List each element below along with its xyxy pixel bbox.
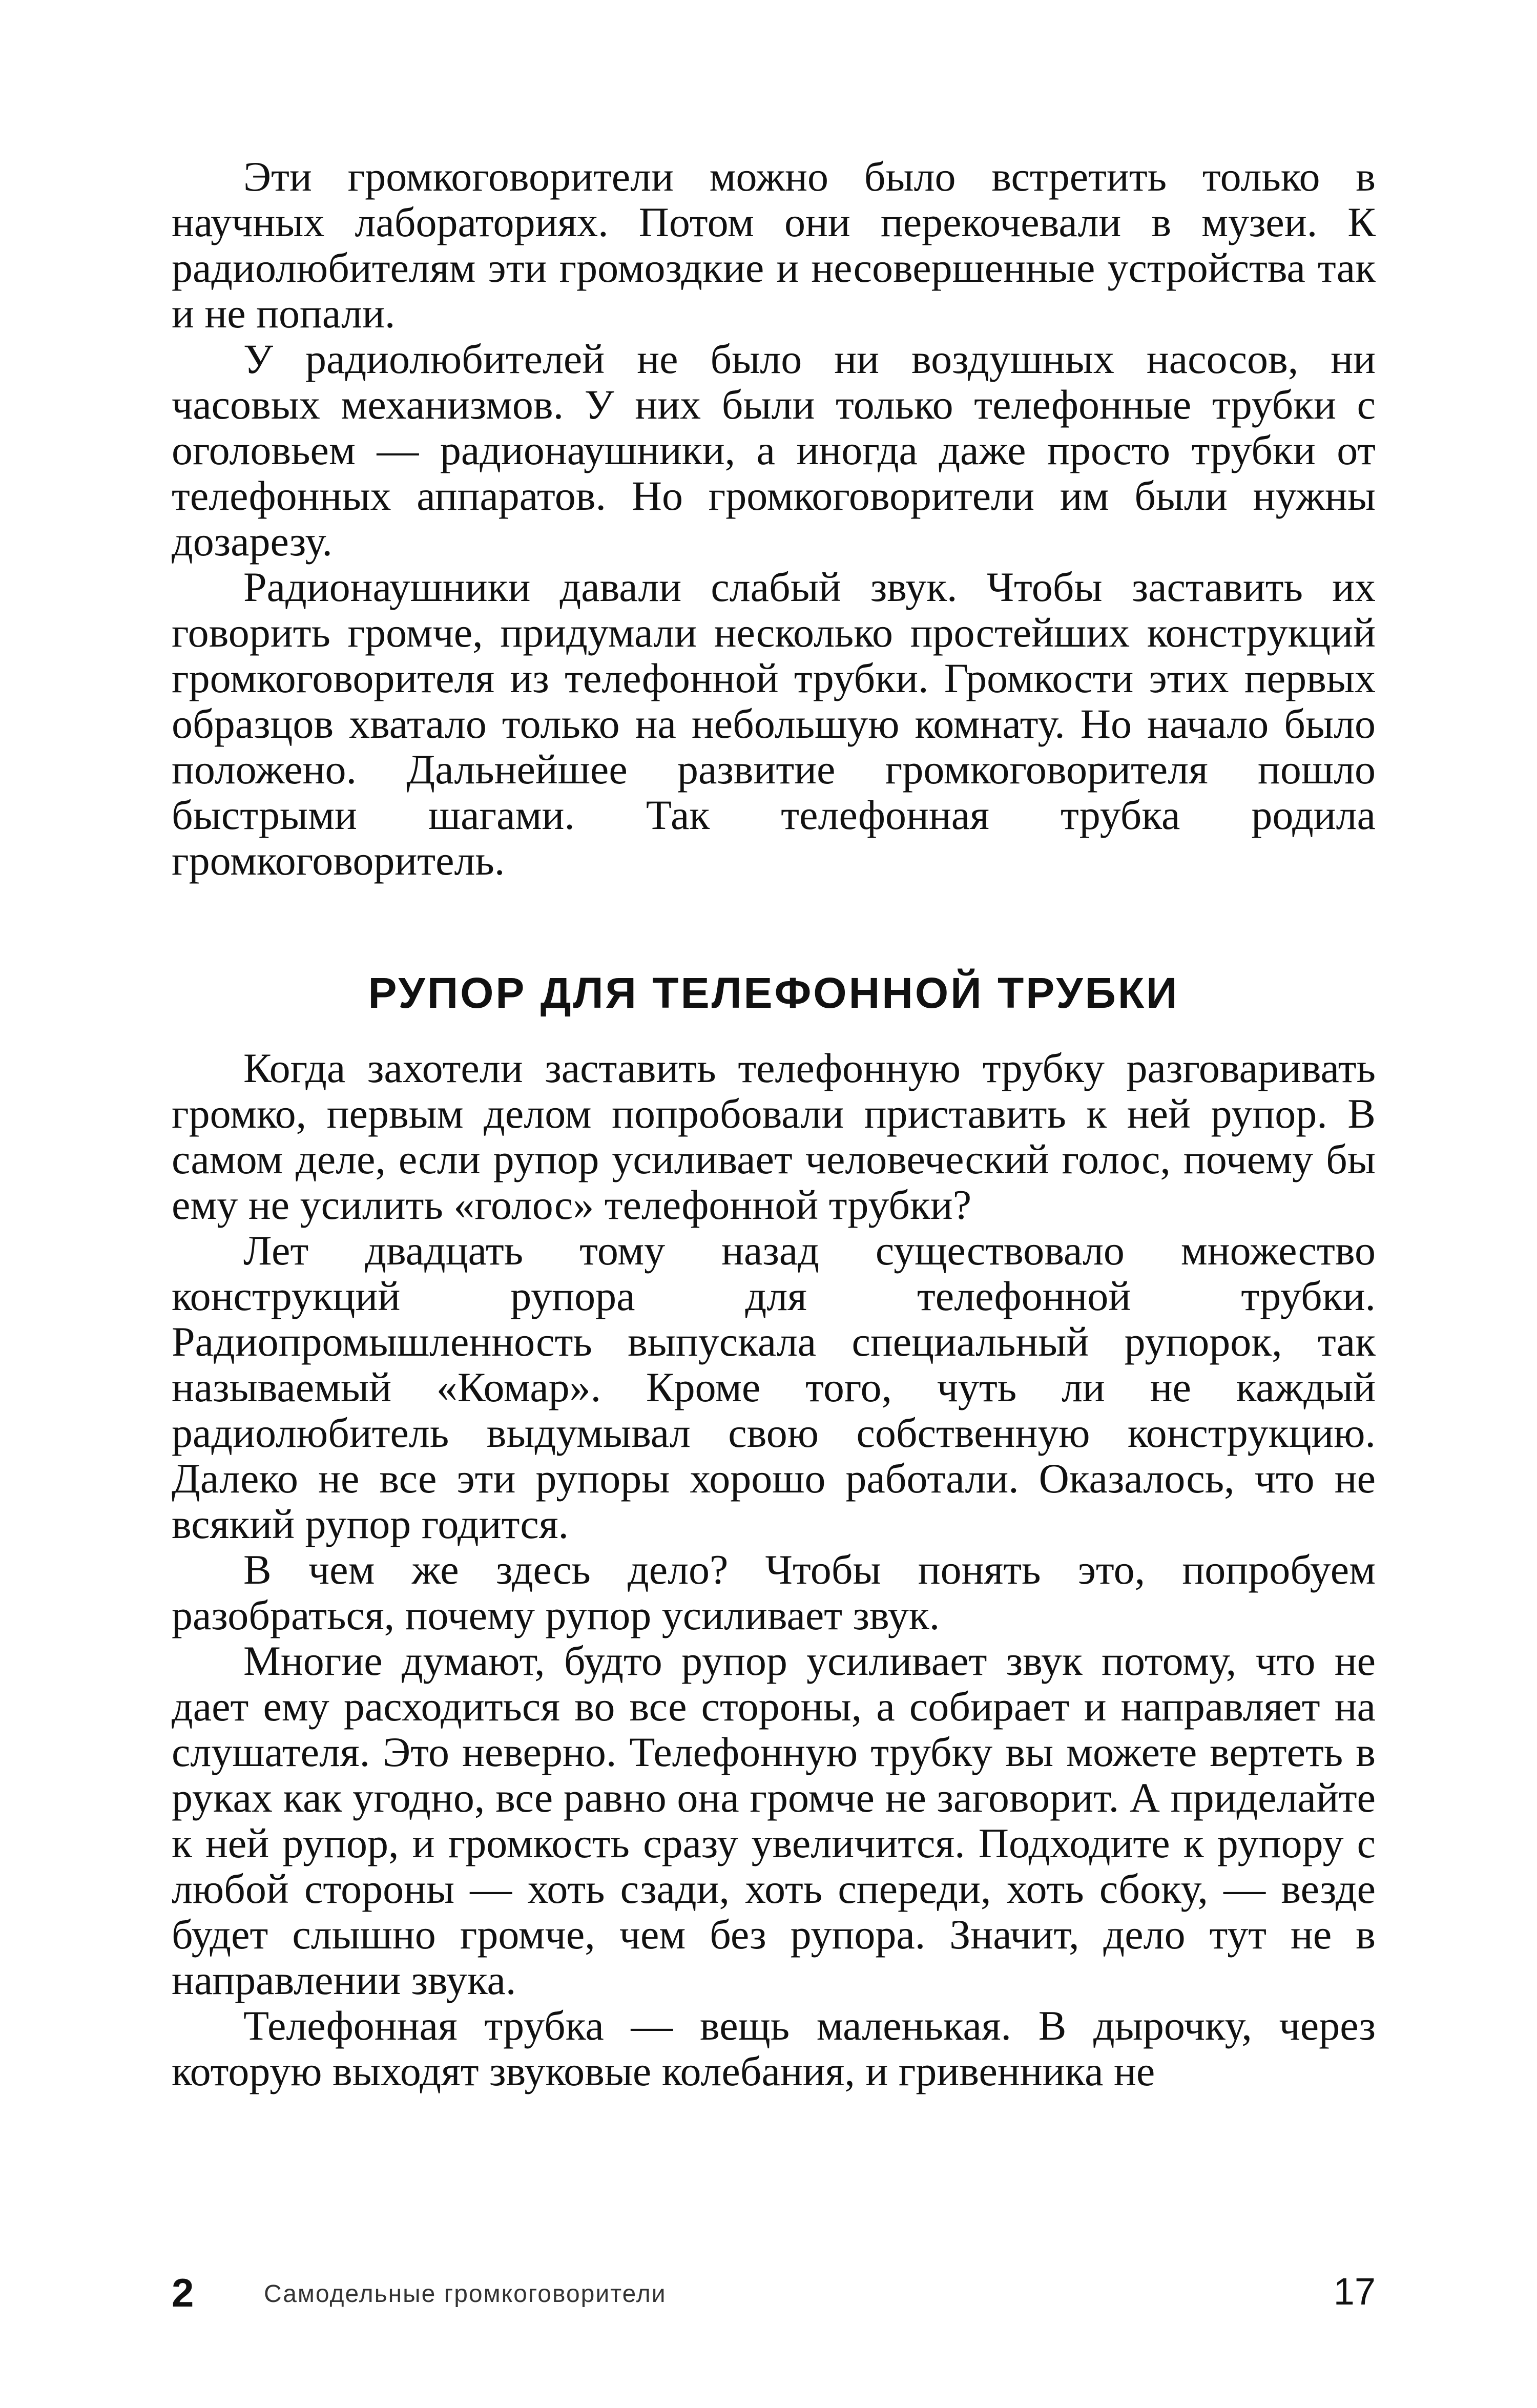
paragraph: В чем же здесь дело? Чтобы понять это, попробуем разобраться, почему рупор усиливает звук. [172,1546,1376,1638]
paragraph: Телефонная трубка — вещь маленькая. В дырочку, через которую выходят звуковые колебания, и гривенника не [172,2002,1376,2094]
page-number: 17 [1333,2270,1376,2313]
page-footer [172,2270,1376,2321]
signature-text: Самодельные громкоговорители [264,2280,667,2308]
section-heading: РУПОР ДЛЯ ТЕЛЕФОННОЙ ТРУБКИ [368,969,1179,1017]
signature-number: 2 [172,2270,194,2315]
section-text-block [172,1045,1376,2094]
paragraph: У радиолюбителей не было ни воздушных насосов, ни часовых механизмов. У них были только телефонные трубки с оголовьем — радионаушники, а иногда даже просто трубки от телефонных аппаратов. Но громкоговорители им были нужны дозарезу. [172,336,1376,565]
paragraph: Эти громкоговорители можно было встретить только в научных лабораториях. Потом они перекочевали в музеи. К радиолюбителям эти громоздкие и несовершенные устройства так и не попали. [172,153,1376,337]
paragraph: Многие думают, будто рупор усиливает звук потому, что не дает ему расходиться во все стороны, а собирает и направляет на слушателя. Это неверно. Телефонную трубку вы можете вертеть в руках как угодно, все равно она громче не заговорит. А приделайте к ней рупор, и громкость сразу увеличится. Подходите к рупору с любой стороны — хоть сзади, хоть спереди, хоть сбоку, — везде будет слышно громче, чем без рупора. Значит, дело тут не в направлении звука. [172,1637,1376,2003]
top-text-block [172,154,1376,883]
paragraph: Радионаушники давали слабый звук. Чтобы заставить их говорить громче, придумали несколько простейших конструкций громкоговорителя из телефонной трубки. Громкости этих первых образцов хватало только на небольшую комнату. Но начало было положено. Дальнейшее развитие громкоговорителя пошло быстрыми шагами. Так телефонная трубка родила громкоговоритель. [172,564,1376,884]
paragraph: Когда захотели заставить телефонную трубку разговаривать громко, первым делом попробовали приставить к ней рупор. В самом деле, если рупор усиливает человеческий голос, почему бы ему не усилить «голос» телефонной трубки? [172,1045,1376,1228]
paragraph: Лет двадцать тому назад существовало множество конструкций рупора для телефонной трубки. Радиопромышленность выпускала специальный рупорок, так называемый «Комар». Кроме того, чуть ли не каждый радиолюбитель выдумывал свою собственную конструкцию. Далеко не все эти рупоры хорошо работали. Оказалось, что не всякий рупор годится. [172,1227,1376,1547]
